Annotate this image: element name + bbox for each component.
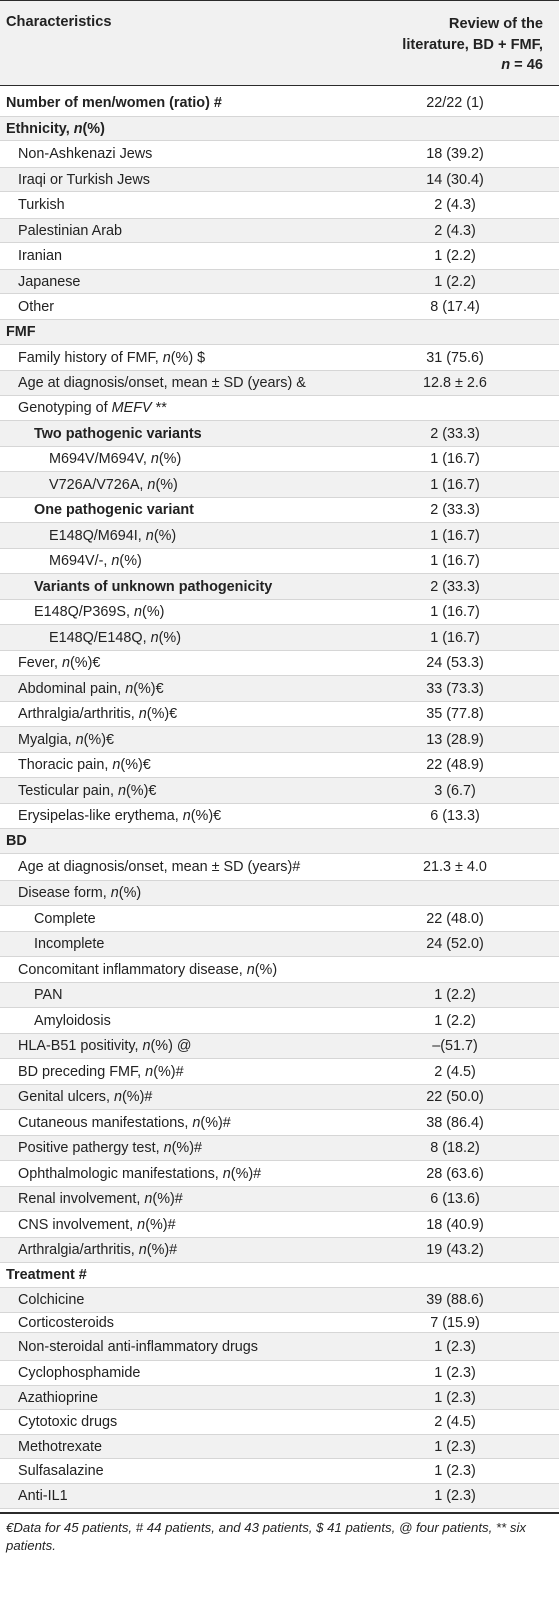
table-row	[0, 396, 559, 421]
row-label-text: Non-steroidal anti-inflammatory drugs	[18, 1338, 258, 1355]
row-value: 1 (16.7)	[430, 476, 480, 493]
row-label-suffix: (%) @	[150, 1038, 192, 1054]
row-label	[18, 1038, 192, 1054]
row-label-suffix: (%)€	[83, 731, 114, 748]
row-label-text: Thoracic pain,	[18, 757, 113, 773]
row-label-italic: n	[147, 476, 156, 493]
row-label-suffix: (%)	[82, 120, 105, 137]
row-label-text: Age at diagnosis/onset, mean ± SD (years)#	[18, 859, 301, 875]
row-value: 33 (73.3)	[426, 680, 484, 697]
table-row	[0, 320, 559, 345]
table-row	[0, 421, 559, 447]
row-label-text: M694V/-,	[49, 553, 112, 569]
row-label	[18, 375, 306, 391]
row-label-text: Testicular pain,	[18, 782, 118, 799]
table-row	[0, 1459, 559, 1484]
row-value: 35 (77.8)	[426, 706, 484, 722]
row-label-text: Treatment #	[6, 1267, 87, 1283]
table-row	[0, 270, 559, 294]
row-label	[34, 987, 63, 1003]
row-label	[18, 1292, 84, 1308]
row-label-suffix: (%)	[142, 604, 165, 620]
row-value: 19 (43.2)	[426, 1242, 484, 1258]
row-label	[18, 962, 277, 978]
table-row	[0, 625, 559, 651]
row-label	[18, 1217, 176, 1233]
row-label-suffix: (%)€	[120, 757, 151, 773]
row-label-text: Iranian	[18, 248, 63, 264]
row-label-text: Iraqi or Turkish Jews	[18, 171, 150, 188]
table-row	[0, 1386, 559, 1410]
row-label-suffix: (%)#	[145, 1216, 176, 1233]
bottom-rule	[0, 1512, 559, 1514]
row-label	[18, 1365, 140, 1381]
row-value: 1 (16.7)	[430, 527, 480, 544]
row-label	[18, 400, 167, 416]
row-label-text: Variants of unknown pathogenicity	[34, 578, 273, 595]
row-value: 21.3 ± 4.0	[423, 859, 487, 875]
row-label-text: Palestinian Arab	[18, 222, 123, 239]
row-label-italic: n	[75, 731, 84, 748]
row-label	[18, 223, 122, 239]
row-label-italic: n	[112, 757, 121, 773]
row-value: 2 (4.5)	[434, 1414, 476, 1430]
row-label	[34, 502, 194, 518]
table-row	[0, 906, 559, 932]
row-label-text: Concomitant inflammatory disease,	[18, 961, 247, 978]
row-label	[6, 95, 222, 111]
table-row	[0, 219, 559, 243]
row-label	[18, 172, 150, 188]
table-row	[0, 523, 559, 549]
row-label	[18, 885, 141, 901]
row-label-text: Fever,	[18, 655, 62, 671]
table-row	[0, 168, 559, 192]
row-value: 1 (2.3)	[434, 1389, 476, 1406]
row-value: 1 (16.7)	[430, 604, 480, 620]
row-label	[18, 655, 100, 671]
row-label	[18, 248, 62, 264]
row-label	[18, 808, 221, 824]
row-label-text: Genital ulcers,	[18, 1089, 114, 1105]
row-label-text: Erysipelas-like erythema,	[18, 808, 183, 824]
row-value: 12.8 ± 2.6	[423, 375, 487, 391]
table-row	[0, 702, 559, 727]
table-row	[0, 1361, 559, 1386]
row-value: 39 (88.6)	[426, 1292, 484, 1308]
row-label-text: E148Q/E148Q,	[49, 629, 151, 646]
row-label-text: Genotyping of	[18, 400, 112, 416]
row-label-suffix: (%)€	[133, 680, 164, 697]
row-label-suffix: (%)#	[200, 1114, 231, 1131]
table-row	[0, 600, 559, 625]
row-label-italic: n	[150, 629, 159, 646]
table-row	[0, 472, 559, 498]
row-label-suffix: (%)€	[126, 782, 157, 799]
row-label-text: E148Q/M694I,	[49, 527, 146, 544]
row-label-text: Ophthalmologic manifestations,	[18, 1165, 223, 1182]
row-value: 38 (86.4)	[426, 1114, 484, 1131]
row-value: 22 (48.9)	[426, 757, 484, 773]
table-row	[0, 1059, 559, 1085]
row-value: 1 (2.2)	[434, 987, 476, 1003]
row-label-suffix: (%)	[153, 527, 177, 544]
row-label-text: Number of men/women (ratio) #	[6, 94, 222, 111]
row-label-text: Positive pathergy test,	[18, 1140, 164, 1156]
row-value: 31 (75.6)	[426, 349, 484, 366]
row-label-italic: n	[117, 782, 126, 799]
row-value: 6 (13.6)	[430, 1191, 480, 1207]
row-label	[18, 146, 152, 162]
row-label-suffix: **	[151, 400, 167, 416]
row-label-text: V726A/V726A,	[49, 476, 148, 493]
row-label-italic: n	[142, 1038, 151, 1054]
row-value: 2 (4.5)	[434, 1063, 476, 1080]
row-label	[18, 706, 177, 722]
row-label	[18, 1439, 102, 1455]
table-row	[0, 1313, 559, 1333]
row-label-text: E148Q/P369S,	[34, 604, 135, 620]
row-label-text: Turkish	[18, 197, 65, 213]
row-label-suffix: (%) $	[170, 349, 206, 366]
row-label	[18, 1463, 104, 1479]
row-label	[18, 299, 54, 315]
table-row	[0, 1187, 559, 1212]
row-label-suffix: (%)	[155, 476, 178, 493]
row-label-italic: n	[192, 1114, 201, 1131]
row-label	[6, 833, 27, 849]
row-value: 24 (53.3)	[426, 655, 484, 671]
row-label	[18, 1242, 177, 1258]
row-label-text: Cyclophosphamide	[18, 1365, 141, 1381]
table-row	[0, 804, 559, 829]
row-label-suffix: (%)#	[152, 1191, 183, 1207]
row-label-text: Japanese	[18, 273, 81, 290]
row-label-suffix: (%)	[254, 961, 278, 978]
row-label	[49, 451, 181, 467]
row-label-italic: n	[182, 808, 191, 824]
row-label	[18, 1191, 183, 1207]
table-row	[0, 1034, 559, 1059]
row-value: 8 (17.4)	[430, 298, 480, 315]
row-value: 3 (6.7)	[434, 782, 476, 799]
table-row	[0, 881, 559, 906]
row-label-text: Two pathogenic variants	[34, 425, 202, 442]
row-label-italic: n	[145, 1063, 154, 1080]
row-label-italic: n	[222, 1165, 231, 1182]
row-label	[18, 1488, 68, 1504]
table-row	[0, 1110, 559, 1136]
row-label-italic: n	[110, 885, 119, 901]
table-row	[0, 1212, 559, 1238]
table-row	[0, 141, 559, 168]
row-label-italic: n	[144, 1191, 153, 1207]
row-value: 22 (48.0)	[426, 910, 484, 927]
header-characteristics: Characteristics	[6, 14, 112, 30]
table-row	[0, 651, 559, 676]
row-label	[34, 426, 202, 442]
table-row	[0, 1288, 559, 1313]
row-value: –(51.7)	[432, 1038, 478, 1054]
row-label-text: One pathogenic variant	[34, 502, 194, 518]
table-row	[0, 1238, 559, 1263]
header-n-value: = 46	[510, 57, 543, 73]
row-label-text: Renal involvement,	[18, 1191, 145, 1207]
table-row	[0, 829, 559, 854]
row-label-text: Incomplete	[34, 936, 105, 952]
row-label	[18, 1064, 184, 1080]
row-label-text: FMF	[6, 324, 36, 340]
row-label-text: HLA-B51 positivity,	[18, 1038, 143, 1054]
row-label-suffix: (%)#	[230, 1165, 262, 1182]
row-label	[18, 859, 300, 875]
row-value: 2 (33.3)	[430, 578, 480, 595]
row-label	[49, 477, 178, 493]
row-label-text: Arthralgia/arthritis,	[18, 706, 139, 722]
table-row	[0, 345, 559, 371]
row-label-text: Methotrexate	[18, 1438, 102, 1455]
row-label-suffix: (%)#	[153, 1063, 184, 1080]
row-value: 6 (13.3)	[430, 808, 480, 824]
row-label-text: BD preceding FMF,	[18, 1063, 146, 1080]
row-label-suffix: (%)€	[146, 706, 178, 722]
table-row	[0, 549, 559, 574]
row-label-suffix: (%)€	[70, 655, 101, 671]
row-label	[49, 528, 176, 544]
table-row	[0, 983, 559, 1008]
row-value: 2 (33.3)	[430, 502, 480, 518]
row-label-text: Colchicine	[18, 1292, 85, 1308]
row-value: 13 (28.9)	[426, 731, 484, 748]
row-value: 1 (2.3)	[434, 1365, 476, 1381]
row-label-suffix: (%)	[158, 451, 182, 467]
row-label-suffix: (%)	[118, 885, 142, 901]
row-label	[18, 1089, 152, 1105]
row-value: 2 (4.3)	[434, 222, 476, 239]
row-value: 1 (2.3)	[434, 1488, 476, 1504]
row-label-text: Arthralgia/arthritis,	[18, 1242, 139, 1258]
row-label	[18, 1315, 114, 1331]
table-row	[0, 1333, 559, 1361]
row-label-text: Anti-IL1	[18, 1488, 68, 1504]
row-label-text: Other	[18, 298, 54, 315]
table-row	[0, 753, 559, 778]
table-row	[0, 447, 559, 472]
row-label	[6, 324, 36, 340]
row-value: 1 (16.7)	[430, 451, 480, 467]
row-value: 7 (15.9)	[430, 1314, 480, 1331]
row-value: 1 (2.3)	[434, 1463, 476, 1479]
row-value: 1 (2.3)	[434, 1338, 476, 1355]
row-label	[34, 911, 96, 927]
row-label	[18, 1166, 261, 1182]
row-label	[18, 1115, 231, 1131]
row-value: 1 (2.2)	[434, 1012, 476, 1029]
row-value: 8 (18.2)	[430, 1140, 480, 1156]
table-row	[0, 957, 559, 983]
row-label-text: Amyloidosis	[34, 1012, 111, 1029]
table-header	[0, 1, 559, 86]
row-label	[49, 630, 181, 646]
table-row	[0, 778, 559, 804]
table-row	[0, 1136, 559, 1161]
row-label-italic: n	[138, 706, 147, 722]
row-label-italic: n	[162, 349, 171, 366]
row-label-text: Myalgia,	[18, 731, 76, 748]
row-label-text: Azathioprine	[18, 1389, 98, 1406]
table-row	[0, 1008, 559, 1034]
row-label-text: Cytotoxic drugs	[18, 1414, 118, 1430]
row-label	[6, 1267, 87, 1283]
table-row	[0, 1435, 559, 1459]
row-label-text: CNS involvement,	[18, 1216, 138, 1233]
table-row	[0, 1484, 559, 1509]
row-label-suffix: (%)€	[190, 808, 222, 824]
header-review	[368, 14, 543, 76]
row-value: 2 (33.3)	[430, 425, 480, 442]
row-label-text: PAN	[34, 987, 63, 1003]
table-footnote: €Data for 45 patients, # 44 patients, and 43 patients, $ 41 patients, @ four patients, ** six patients.	[6, 1520, 526, 1553]
row-label-text: Age at diagnosis/onset, mean ± SD (years) &	[18, 375, 306, 391]
table-row	[0, 498, 559, 523]
row-label-italic: n	[134, 604, 143, 620]
row-value: 2 (4.3)	[434, 197, 476, 213]
row-value: 24 (52.0)	[426, 936, 484, 952]
row-label-text: Sulfasalazine	[18, 1463, 104, 1479]
header-review-line1: Review of the	[448, 16, 543, 32]
row-label	[49, 553, 142, 569]
row-label-text: Cutaneous manifestations,	[18, 1114, 193, 1131]
row-label	[34, 579, 272, 595]
row-label-italic: n	[111, 553, 120, 569]
row-label-italic: n	[138, 1242, 147, 1258]
row-value: 1 (16.7)	[430, 629, 480, 646]
table-row	[0, 854, 559, 881]
row-label-italic: n	[163, 1140, 172, 1156]
row-label-text: Disease form,	[18, 885, 111, 901]
row-label-italic: n	[73, 120, 83, 137]
row-label-italic: MEFV	[111, 400, 152, 416]
row-value: 1 (16.7)	[430, 553, 480, 569]
row-label-text: Ethnicity,	[6, 120, 74, 137]
row-value: 28 (63.6)	[426, 1165, 484, 1182]
header-n-label: n	[501, 57, 511, 73]
row-value: 18 (39.2)	[426, 146, 484, 162]
row-label-italic: n	[62, 655, 71, 671]
row-label-text: BD	[6, 833, 27, 849]
table-row	[0, 1161, 559, 1187]
table-row	[0, 117, 559, 141]
row-value: 1 (2.3)	[434, 1438, 476, 1455]
row-label-text: Corticosteroids	[18, 1314, 114, 1331]
row-label	[18, 1339, 258, 1355]
row-value: 22 (50.0)	[426, 1089, 484, 1105]
table-row	[0, 1085, 559, 1110]
row-value: 18 (40.9)	[426, 1216, 484, 1233]
row-label-italic: n	[137, 1216, 146, 1233]
row-label	[18, 1140, 202, 1156]
table-row	[0, 1263, 559, 1288]
table-row	[0, 932, 559, 957]
row-label	[6, 121, 105, 137]
table-row	[0, 727, 559, 753]
row-label	[18, 681, 164, 697]
row-label	[18, 732, 114, 748]
row-label	[18, 274, 80, 290]
row-label	[18, 197, 65, 213]
header-review-line3	[368, 55, 543, 76]
row-label	[18, 757, 151, 773]
row-label-italic: n	[125, 680, 134, 697]
table-row	[0, 294, 559, 320]
row-label-text: M694V/M694V,	[49, 451, 151, 467]
row-label	[18, 350, 205, 366]
row-label	[18, 783, 156, 799]
table-row	[0, 192, 559, 219]
table-row	[0, 89, 559, 117]
row-label-suffix: (%)	[158, 629, 182, 646]
header-review-line2: literature, BD + FMF,	[402, 36, 543, 53]
row-label-text: Family history of FMF,	[18, 349, 163, 366]
row-label	[34, 604, 164, 620]
row-label-suffix: (%)#	[122, 1089, 153, 1105]
row-label-suffix: (%)#	[146, 1242, 178, 1258]
row-value: 1 (2.2)	[434, 248, 476, 264]
table-row	[0, 1410, 559, 1435]
row-label	[34, 936, 104, 952]
row-label-text: Non-Ashkenazi Jews	[18, 146, 153, 162]
row-label-italic: n	[246, 961, 255, 978]
row-label-italic: n	[145, 527, 154, 544]
row-label	[18, 1390, 98, 1406]
row-label	[34, 1013, 111, 1029]
row-label-suffix: (%)	[119, 553, 142, 569]
row-value: 14 (30.4)	[426, 171, 484, 188]
table-row	[0, 574, 559, 600]
row-value: 22/22 (1)	[426, 94, 484, 111]
row-label-suffix: (%)#	[171, 1140, 202, 1156]
row-label	[18, 1414, 117, 1430]
row-label-italic: n	[150, 451, 159, 467]
table-row	[0, 371, 559, 396]
row-label-italic: n	[113, 1089, 122, 1105]
table-row	[0, 243, 559, 270]
row-label-text: Abdominal pain,	[18, 680, 126, 697]
row-label-text: Complete	[34, 910, 96, 927]
row-value: 1 (2.2)	[434, 273, 476, 290]
table-row	[0, 676, 559, 702]
table-body	[0, 89, 559, 1509]
